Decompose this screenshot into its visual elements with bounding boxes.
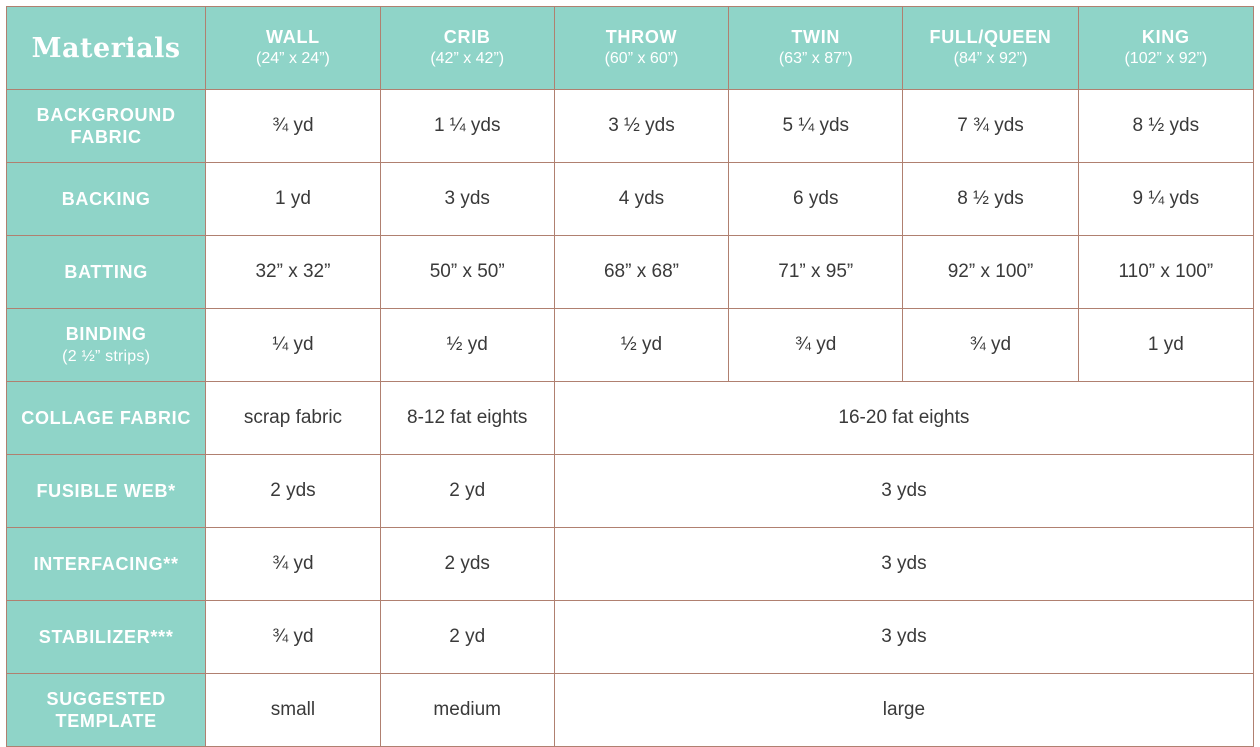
cell-collage-fabric-wall: scrap fabric	[206, 382, 380, 455]
table-row	[7, 90, 1254, 163]
column-header-full-queen-dims: (84” x 92”)	[953, 49, 1028, 67]
row-label-fusible-web	[7, 455, 206, 528]
row-label-text: BACKING	[61, 188, 151, 209]
cell-backing-throw: 4 yds	[554, 163, 728, 236]
cell-batting-full-queen: 92” x 100”	[903, 236, 1078, 309]
cell-suggested-template-wall: small	[206, 674, 380, 747]
row-label-text: SUGGESTED TEMPLATE	[46, 688, 166, 731]
cell-backing-crib: 3 yds	[380, 163, 554, 236]
cell-binding-king: 1 yd	[1078, 309, 1253, 382]
row-label-text: BINDING	[65, 323, 147, 344]
table-row	[7, 674, 1254, 747]
table-row	[7, 309, 1254, 382]
cell-batting-throw: 68” x 68”	[554, 236, 728, 309]
cell-background-fabric-twin: 5 ¼ yds	[729, 90, 903, 163]
cell-suggested-template-throw-king: large	[554, 674, 1253, 747]
cell-background-fabric-crib: 1 ¼ yds	[380, 90, 554, 163]
cell-binding-wall: ¼ yd	[206, 309, 380, 382]
column-header-wall	[206, 7, 380, 90]
table-row	[7, 601, 1254, 674]
row-label-text: STABILIZER***	[38, 626, 174, 647]
row-label-suggested-template	[7, 674, 206, 747]
column-header-crib	[380, 7, 554, 90]
cell-batting-twin: 71” x 95”	[729, 236, 903, 309]
column-header-king-name: KING	[1141, 27, 1190, 48]
header-row	[7, 7, 1254, 90]
column-header-full-queen	[903, 7, 1078, 90]
column-header-twin-dims: (63” x 87”)	[778, 49, 853, 67]
column-header-king	[1078, 7, 1253, 90]
row-label-background-fabric	[7, 90, 206, 163]
cell-backing-twin: 6 yds	[729, 163, 903, 236]
materials-requirements-table	[6, 6, 1254, 747]
column-header-throw-name: THROW	[605, 27, 678, 48]
table-row	[7, 236, 1254, 309]
cell-background-fabric-throw: 3 ½ yds	[554, 90, 728, 163]
cell-interfacing-wall: ¾ yd	[206, 528, 380, 601]
cell-binding-twin: ¾ yd	[729, 309, 903, 382]
cell-suggested-template-crib: medium	[380, 674, 554, 747]
cell-stabilizer-crib: 2 yd	[380, 601, 554, 674]
cell-backing-full-queen: 8 ½ yds	[903, 163, 1078, 236]
row-label-text: BATTING	[64, 261, 148, 282]
table-row	[7, 163, 1254, 236]
cell-binding-throw: ½ yd	[554, 309, 728, 382]
cell-collage-fabric-crib: 8-12 fat eights	[380, 382, 554, 455]
cell-background-fabric-wall: ¾ yd	[206, 90, 380, 163]
row-label-text: INTERFACING**	[33, 553, 179, 574]
row-label-collage-fabric	[7, 382, 206, 455]
cell-interfacing-throw-king: 3 yds	[554, 528, 1253, 601]
column-header-king-dims: (102” x 92”)	[1124, 49, 1208, 67]
cell-batting-crib: 50” x 50”	[380, 236, 554, 309]
cell-binding-crib: ½ yd	[380, 309, 554, 382]
row-label-stabilizer	[7, 601, 206, 674]
row-label-binding	[7, 309, 206, 382]
table-header	[7, 7, 1254, 90]
cell-backing-wall: 1 yd	[206, 163, 380, 236]
cell-stabilizer-wall: ¾ yd	[206, 601, 380, 674]
cell-background-fabric-full-queen: 7 ¾ yds	[903, 90, 1078, 163]
row-label-interfacing	[7, 528, 206, 601]
row-label-backing	[7, 163, 206, 236]
table-row	[7, 455, 1254, 528]
column-header-twin-name: TWIN	[791, 27, 841, 48]
column-header-full-queen-name: FULL/QUEEN	[929, 27, 1052, 48]
table-corner-title-cell	[7, 7, 206, 90]
column-header-crib-name: CRIB	[443, 27, 491, 48]
cell-batting-wall: 32” x 32”	[206, 236, 380, 309]
column-header-wall-name: WALL	[266, 27, 320, 48]
cell-collage-fabric-throw-king: 16-20 fat eights	[554, 382, 1253, 455]
cell-interfacing-crib: 2 yds	[380, 528, 554, 601]
column-header-throw-dims: (60” x 60”)	[604, 49, 679, 67]
column-header-twin	[729, 7, 903, 90]
cell-fusible-web-wall: 2 yds	[206, 455, 380, 528]
row-label-subtext: (2 ½” strips)	[62, 348, 151, 366]
cell-backing-king: 9 ¼ yds	[1078, 163, 1253, 236]
table-corner-title: Materials	[31, 32, 181, 64]
row-label-batting	[7, 236, 206, 309]
column-header-crib-dims: (42” x 42”)	[430, 49, 505, 67]
row-label-text: FUSIBLE WEB*	[36, 480, 176, 501]
cell-fusible-web-throw-king: 3 yds	[554, 455, 1253, 528]
cell-binding-full-queen: ¾ yd	[903, 309, 1078, 382]
table-row	[7, 528, 1254, 601]
row-label-text: BACKGROUND FABRIC	[36, 104, 176, 147]
cell-batting-king: 110” x 100”	[1078, 236, 1253, 309]
table-row	[7, 382, 1254, 455]
cell-background-fabric-king: 8 ½ yds	[1078, 90, 1253, 163]
cell-stabilizer-throw-king: 3 yds	[554, 601, 1253, 674]
column-header-wall-dims: (24” x 24”)	[256, 49, 330, 67]
column-header-throw	[554, 7, 728, 90]
table-body	[7, 90, 1254, 747]
row-label-text: COLLAGE FABRIC	[21, 407, 192, 428]
cell-fusible-web-crib: 2 yd	[380, 455, 554, 528]
